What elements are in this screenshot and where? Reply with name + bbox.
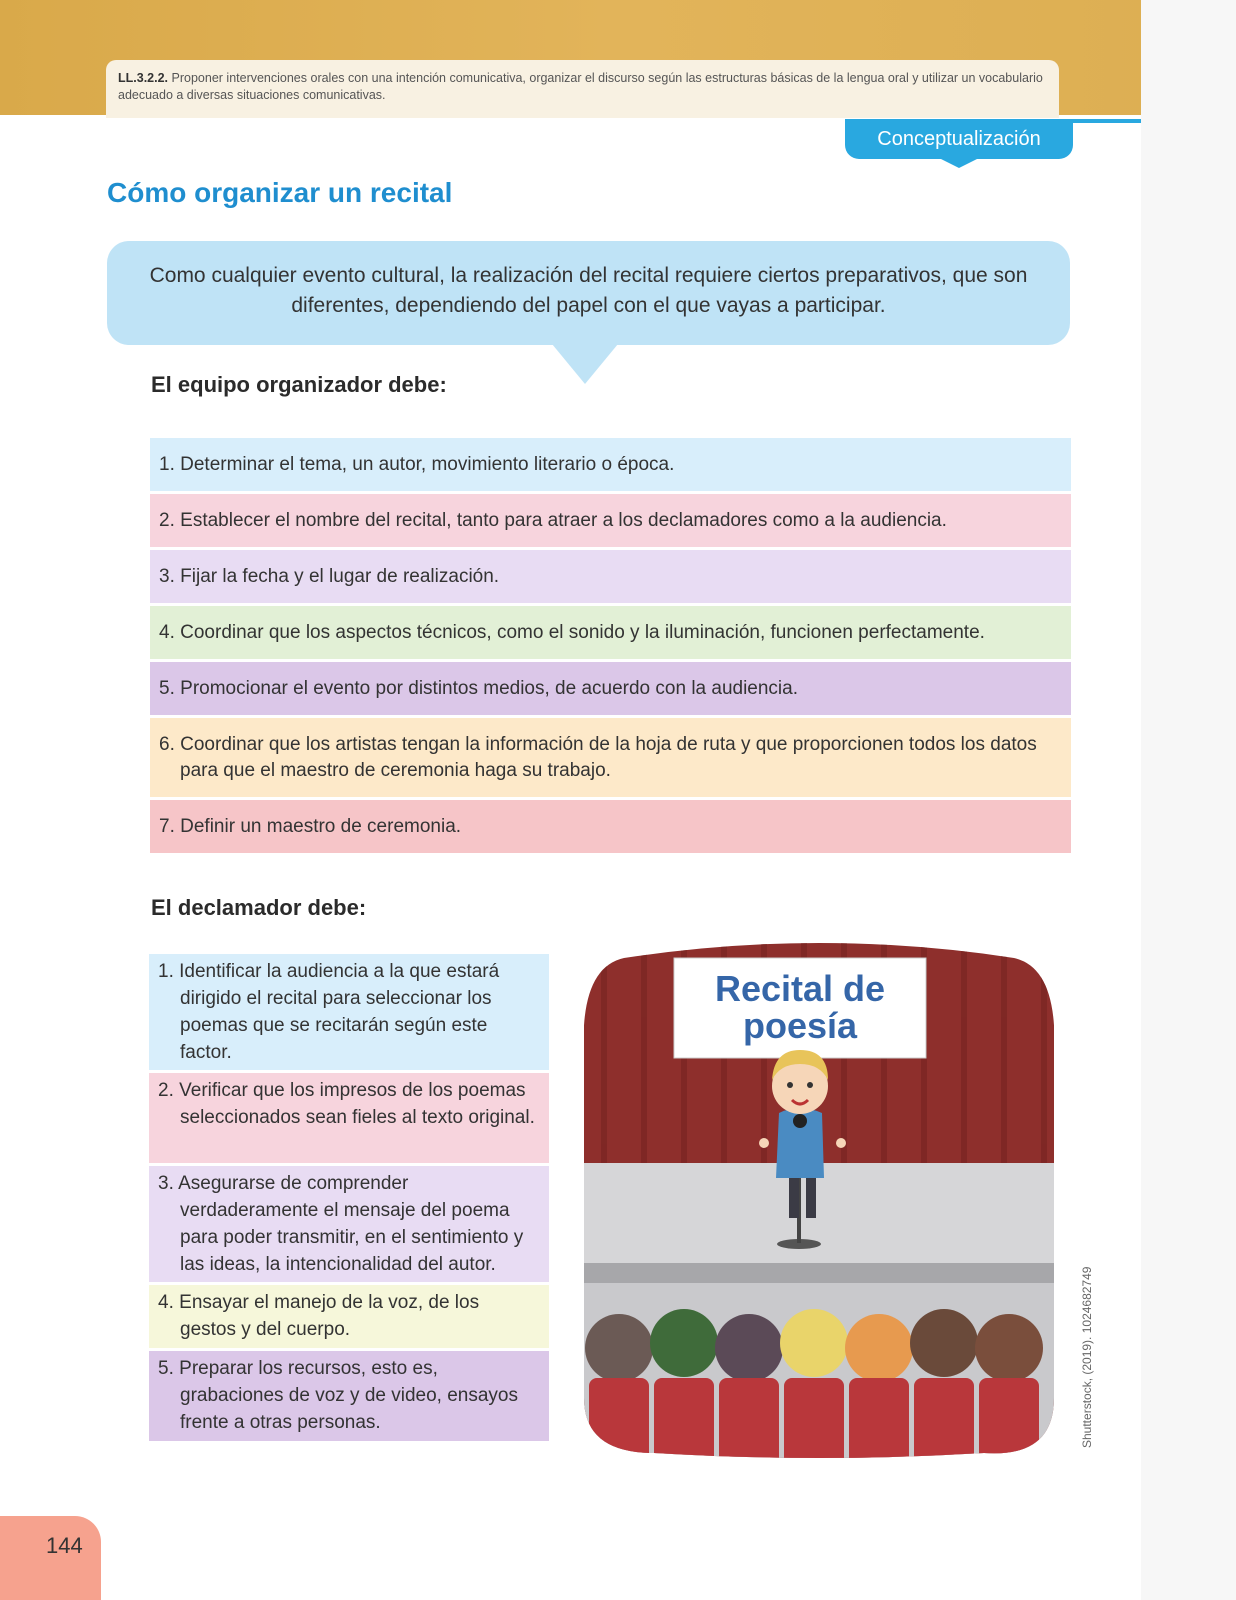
tag-line — [1073, 119, 1141, 123]
item-text: Verificar que los impresos de los poemas seleccionados sean fieles al texto original. — [179, 1080, 535, 1128]
item-text: Coordinar que los artistas tengan la información de la hoja de ruta y que proporcionen todos los datos para que el maestro de ceremonia haga su trabajo. — [180, 733, 1037, 781]
item-number: 4. — [158, 1292, 174, 1313]
page-title: Cómo organizar un recital — [107, 177, 453, 208]
page-edge — [1141, 0, 1236, 1600]
item-text: Identificar la audiencia a la que estará dirigido el recital para seleccionar los poemas que se recitarán según este factor. — [179, 961, 500, 1063]
list-item — [150, 662, 1071, 715]
item-number: 4. — [159, 621, 175, 643]
item-number: 1. — [158, 961, 174, 982]
list-item — [149, 1166, 549, 1282]
list-item — [150, 800, 1071, 853]
item-number: 7. — [159, 815, 175, 837]
seats — [589, 1378, 1039, 1458]
list-item — [149, 1073, 549, 1163]
intro-text: Como cualquier evento cultural, la realización del recital requiere ciertos preparativos, que son diferentes, dependiendo del papel con el que vayas a participar. — [149, 264, 1028, 317]
page-number: 144 — [46, 1533, 83, 1558]
item-number: 1. — [159, 453, 175, 475]
declaimer-list — [149, 954, 549, 1444]
declaimer-heading: El declamador debe: — [151, 895, 367, 920]
item-text: Promocionar el evento por distintos medios, de acuerdo con la audiencia. — [180, 677, 799, 699]
intro-bubble — [107, 241, 1070, 345]
tag-notch — [939, 158, 979, 168]
section-tag: Conceptualización — [845, 119, 1073, 159]
stage-edge — [584, 1263, 1054, 1283]
list-item — [150, 438, 1071, 491]
item-number: 3. — [159, 565, 175, 587]
skill-box — [106, 60, 1059, 118]
bubble-tail — [552, 344, 618, 384]
item-number: 6. — [159, 733, 175, 755]
skill-text: Proponer intervenciones orales con una intención comunicativa, organizar el discurso según las estructuras básicas de la lengua oral y utilizar un vocabulario adecuado a diversas situaciones comunicativas. — [118, 71, 1043, 102]
item-text: Definir un maestro de ceremonia. — [180, 815, 462, 837]
item-text: Establecer el nombre del recital, tanto para atraer a los declamadores como a la audiencia. — [180, 509, 947, 531]
item-text: Asegurarse de comprender verdaderamente el mensaje del poema para poder transmitir, en el sentimiento y las ideas, la intencionalidad del autor. — [178, 1173, 524, 1275]
organizer-heading: El equipo organizador debe: — [151, 372, 447, 397]
item-text: Determinar el tema, un autor, movimiento literario o época. — [180, 453, 675, 475]
recital-illustration — [584, 938, 1054, 1458]
list-item — [150, 606, 1071, 659]
item-text: Ensayar el manejo de la voz, de los gestos y del cuerpo. — [179, 1292, 480, 1340]
list-item — [149, 1285, 549, 1348]
organizer-list — [150, 438, 1071, 856]
item-number: 5. — [158, 1358, 174, 1379]
list-item — [150, 718, 1071, 797]
list-item — [149, 1351, 549, 1441]
item-text: Preparar los recursos, esto es, grabaciones de voz y de video, ensayos frente a otras personas. — [179, 1358, 518, 1433]
item-number: 3. — [158, 1173, 174, 1194]
item-text: Coordinar que los aspectos técnicos, como el sonido y la iluminación, funcionen perfectamente. — [180, 621, 985, 643]
list-item — [150, 494, 1071, 547]
item-text: Fijar la fecha y el lugar de realización. — [180, 565, 500, 587]
list-item — [150, 550, 1071, 603]
sign-line-1: Recital de — [714, 968, 886, 1009]
item-number: 2. — [158, 1080, 174, 1101]
list-item — [149, 954, 549, 1070]
skill-code: LL.3.2.2. — [118, 71, 169, 85]
item-number: 2. — [159, 509, 175, 531]
item-number: 5. — [159, 677, 175, 699]
image-credit: Shutterstock, (2019). 1024682749 — [1080, 1266, 1094, 1448]
sign-line-2: poesía — [742, 1005, 858, 1046]
